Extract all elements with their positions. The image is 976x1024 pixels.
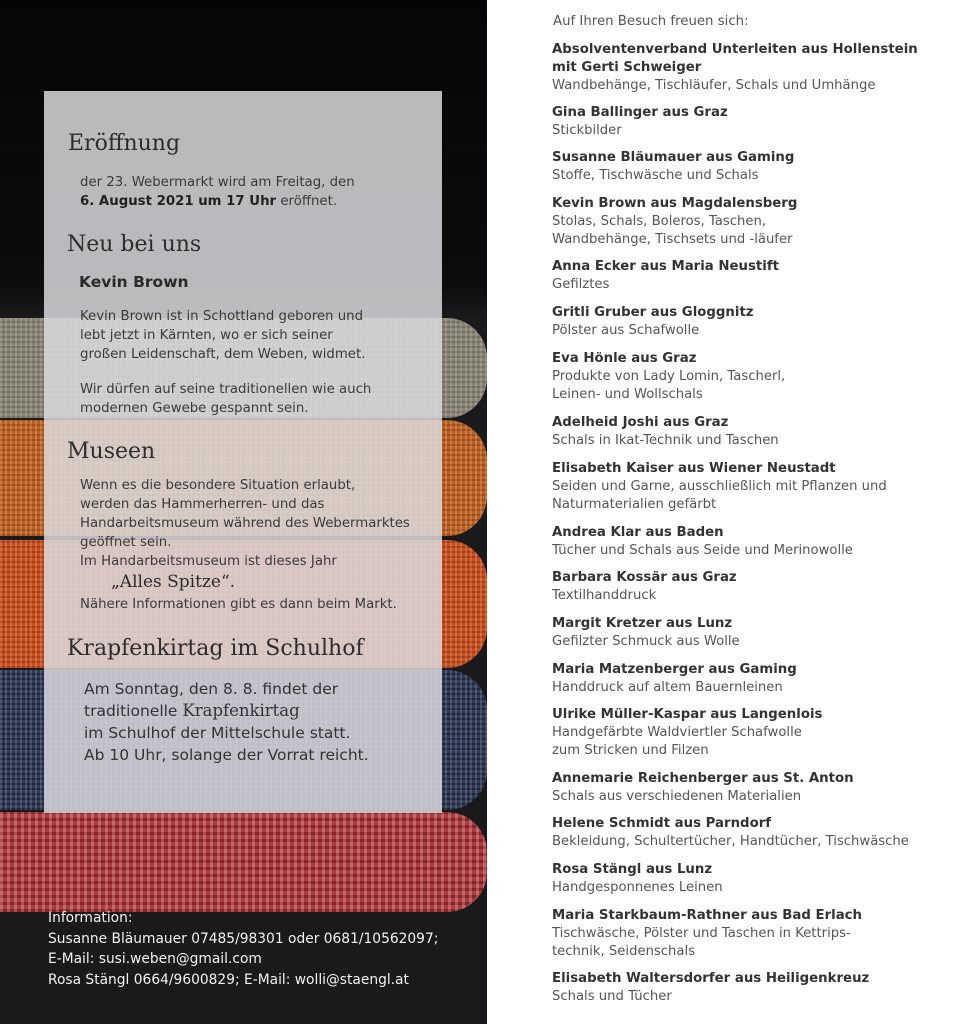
eroeffnung-line-2 [80,192,337,211]
museen-line: werden das Hammerherren- und das [80,497,325,512]
krapfen-event-name: Krapfenkirtag [182,701,300,720]
krapfen-line: Am Sonntag, den 8. 8. findet der [84,680,339,698]
exhibitor-desc: Tischwäsche, Pölster und Taschen in Kettrips- [552,926,851,941]
neu-p2-line: Wir dürfen auf seine traditionellen wie auch [80,382,372,397]
exhibitor-desc: Wandbehänge, Tischläufer, Schals und Umhänge [552,78,876,93]
exhibitor-desc: Gefilztes [552,277,610,292]
krapfen-line: im Schulhof der Mittelschule statt. [84,724,351,742]
exhibitor-desc: Textilhanddruck [552,588,657,603]
neu-paragraph-1 [80,307,365,364]
exhibitor-name: Helene Schmidt aus Parndorf [552,816,772,831]
exhibitor-entry [552,970,962,1006]
exhibitor-name: Gritli Gruber aus Gloggnitz [552,305,754,320]
exhibitor-entry [552,414,962,450]
heading-museen: Museen [67,439,156,464]
exhibitor-desc: Handgesponnenes Leinen [552,880,723,895]
museen-exhibit-title: „Alles Spitze“ [111,572,230,592]
exhibitor-name: Anna Ecker aus Maria Neustift [552,259,779,274]
exhibitor-entry [552,615,962,651]
exhibitor-entry [552,661,962,697]
exhibitor-desc: Stickbilder [552,123,622,138]
exhibitors-intro: Auf Ihren Besuch freuen sich: [553,14,749,29]
exhibitor-name: Maria Starkbaum-Rathner aus Bad Erlach [552,908,863,923]
museen-paragraph [80,476,410,571]
contact-line: Susanne Bläumauer 07485/98301 oder 0681/10562097; [48,930,439,947]
heading-krapfenkirtag: Krapfenkirtag im Schulhof [67,636,364,661]
exhibitor-desc: zum Stricken und Filzen [552,743,709,758]
exhibitor-desc: Schals aus verschiedenen Materialien [552,789,802,804]
exhibitor-name: mit Gerti Schweiger [552,60,702,75]
contact-info [48,908,438,990]
krapfen-line: Ab 10 Uhr, solange der Vorrat reicht. [84,746,369,764]
exhibitor-name: Rosa Stängl aus Lunz [552,862,713,877]
contact-line: E-Mail: susi.weben@gmail.com [48,951,262,967]
exhibitor-entry [552,350,962,404]
exhibitor-name: Eva Hönle aus Graz [552,351,697,366]
exhibitor-entry [552,815,962,851]
museen-line: Handarbeitsmuseum während des Webermarktes [80,516,410,531]
exhibitor-name: Ulrike Müller-Kaspar aus Langenlois [552,707,823,722]
exhibitor-name: Maria Matzenberger aus Gaming [552,662,797,677]
neu-p1-line: großen Leidenschaft, dem Weben, widmet. [80,347,366,362]
eroeffnung-line-1: der 23. Webermarkt wird am Freitag, den [80,175,355,190]
exhibitor-entry [552,149,962,185]
heading-eroeffnung: Eröffnung [68,131,181,156]
exhibitor-name: Annemarie Reichenberger aus St. Anton [552,771,854,786]
neu-p1-line: lebt jetzt in Kärnten, wo er sich seiner [80,328,333,343]
exhibitor-name: Elisabeth Kaiser aus Wiener Neustadt [552,461,836,476]
neu-p1-line: Kevin Brown ist in Schottland geboren und [80,309,364,324]
museen-last-line: Nähere Informationen gibt es dann beim Markt. [80,597,397,612]
exhibitor-name: Margit Kretzer aus Lunz [552,616,733,631]
exhibitor-desc: Produkte von Lady Lomin, Tascherl, [552,369,786,384]
exhibitor-entry [552,706,962,760]
exhibitor-desc: Tücher und Schals aus Seide und Merinowolle [552,543,853,558]
museen-exhibit [111,571,235,593]
museen-exhibit-dot: . [229,572,236,592]
exhibitor-entry [552,104,962,140]
exhibitor-desc: Schals und Tücher [552,989,672,1004]
exhibitor-desc: Seiden und Garne, ausschließlich mit Pflanzen und [552,479,887,494]
exhibitor-desc: Wandbehänge, Tischsets und -läufer [552,232,793,247]
eroeffnung-line-2-rest: eröffnet. [276,194,338,209]
eroeffnung-date: 6. August 2021 um 17 Uhr [80,194,277,209]
heading-neu-bei-uns: Neu bei uns [67,232,202,257]
exhibitor-entry [552,304,962,340]
neu-name: Kevin Brown [79,273,189,291]
exhibitor-entry [552,524,962,560]
exhibitor-desc: Leinen- und Wollschals [552,387,703,402]
exhibitor-desc: technik, Seidenschals [552,944,696,959]
exhibitor-desc: Gefilzter Schmuck aus Wolle [552,634,740,649]
contact-label: Information: [48,910,133,926]
museen-line: geöffnet sein. [80,535,172,550]
exhibitor-name: Andrea Klar aus Baden [552,525,724,540]
exhibitor-entry [552,460,962,514]
krapfen-paragraph [84,678,369,766]
exhibitor-entry [552,907,962,961]
exhibitor-entry [552,41,962,95]
exhibitor-desc: Bekleidung, Schultertücher, Handtücher, Tischwäsche [552,834,909,849]
neu-paragraph-2 [80,380,371,418]
exhibitor-name: Adelheid Joshi aus Graz [552,415,729,430]
exhibitor-name: Gina Ballinger aus Graz [552,105,728,120]
museen-line: Wenn es die besondere Situation erlaubt, [80,478,356,493]
exhibitor-entry [552,195,962,249]
exhibitor-desc: Stolas, Schals, Boleros, Taschen, [552,214,767,229]
exhibitor-entry [552,258,962,294]
krapfen-line [84,700,369,722]
exhibitor-entry [552,770,962,806]
exhibitor-name: Elisabeth Waltersdorfer aus Heiligenkreuz [552,971,870,986]
krapfen-line-2a: traditionelle [84,702,183,720]
exhibitor-entry [552,861,962,897]
museen-line: Im Handarbeitsmuseum ist dieses Jahr [80,554,337,569]
exhibitor-name: Barbara Kossär aus Graz [552,570,737,585]
contact-line: Rosa Stängl 0664/9600829; E-Mail: wolli@staengl.at [48,971,409,988]
fabric-band-red [0,812,487,912]
exhibitor-name: Kevin Brown aus Magdalensberg [552,196,798,211]
neu-p2-line: modernen Gewebe gespannt sein. [80,401,309,416]
exhibitor-name: Susanne Bläumauer aus Gaming [552,150,795,165]
exhibitor-desc: Schals in Ikat-Technik und Taschen [552,433,779,448]
exhibitor-desc: Naturmaterialien gefärbt [552,497,717,512]
exhibitor-desc: Stoffe, Tischwäsche und Schals [552,168,759,183]
exhibitor-desc: Pölster aus Schafwolle [552,323,700,338]
exhibitor-desc: Handgefärbte Waldviertler Schafwolle [552,725,802,740]
exhibitor-name: Absolventenverband Unterleiten aus Hollenstein [552,42,918,57]
exhibitor-entry [552,569,962,605]
exhibitor-desc: Handdruck auf altem Bauernleinen [552,680,783,695]
